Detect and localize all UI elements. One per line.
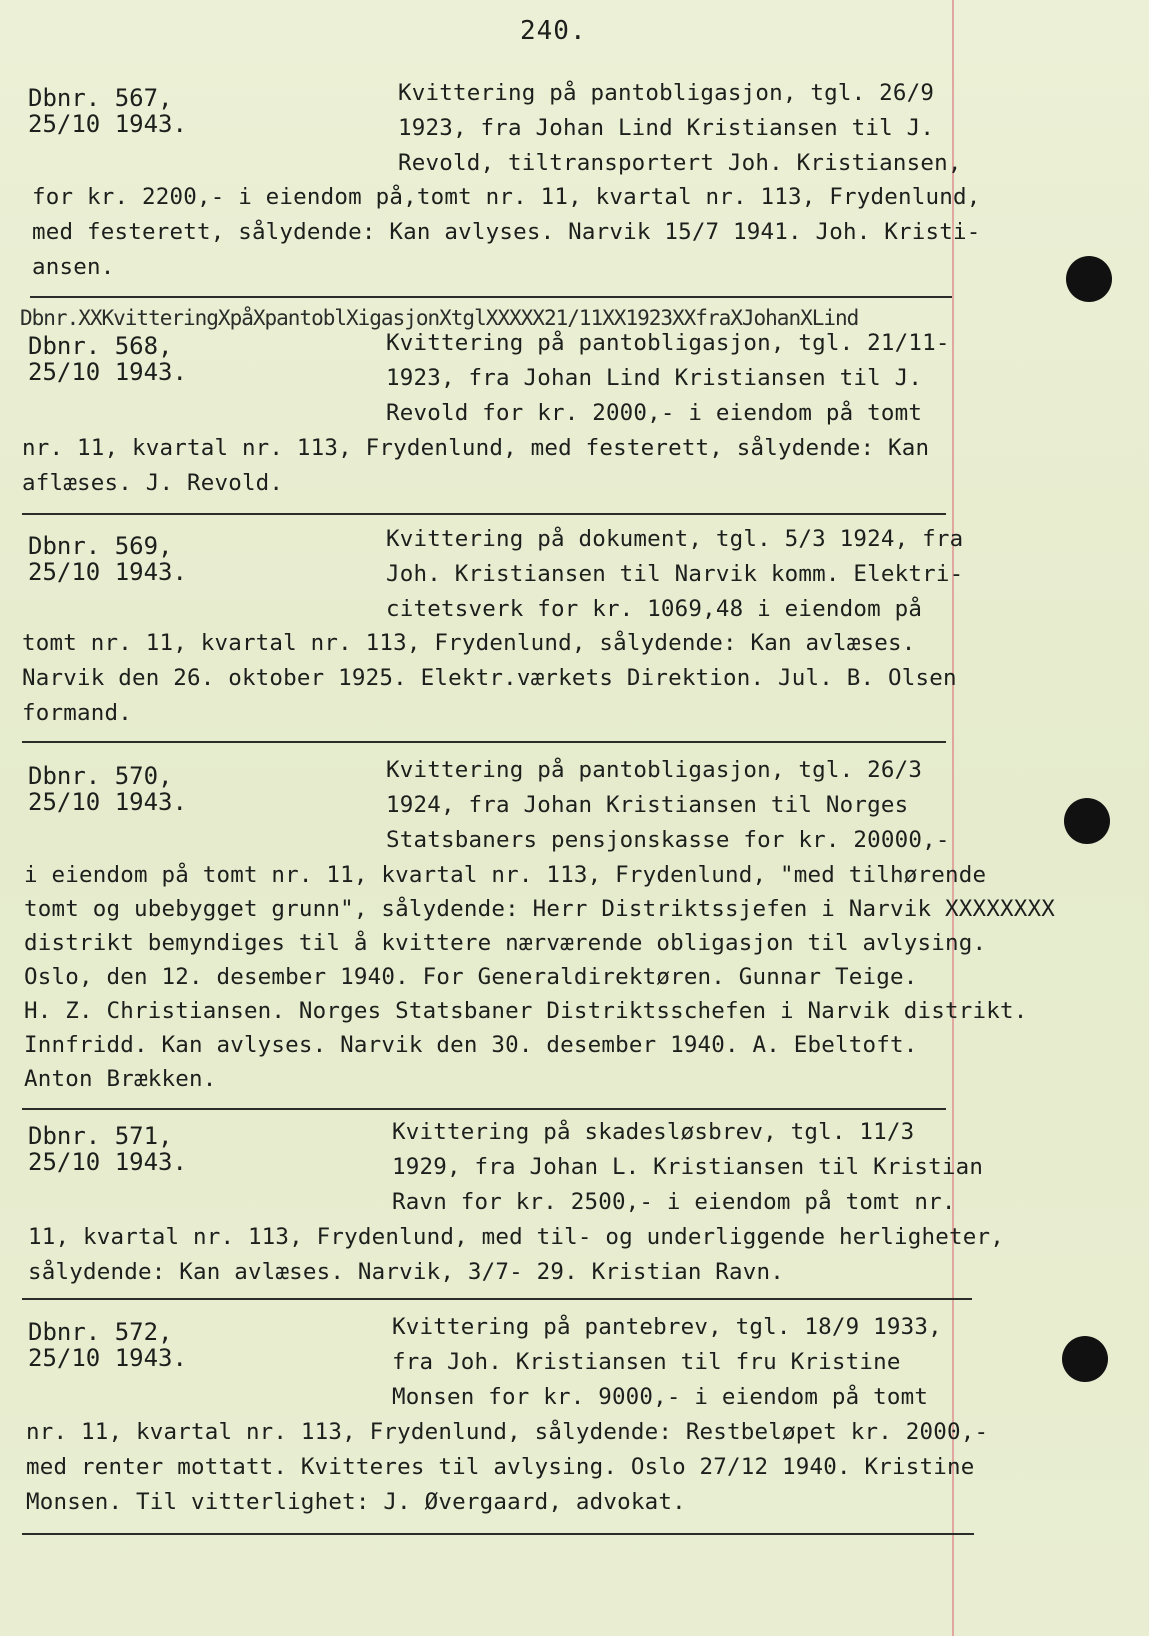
entry-line: Kvittering på pantobligasjon, tgl. 26/3: [386, 757, 923, 783]
entry-line: 11, kvartal nr. 113, Frydenlund, med til- og underliggende herligheter,: [28, 1224, 1004, 1250]
punch-hole: [1066, 256, 1112, 302]
entry-line: 1923, fra Johan Lind Kristiansen til J.: [398, 115, 935, 141]
entry-divider: [22, 513, 946, 515]
entry-date: 25/10 1943.: [28, 358, 187, 386]
entry-line: Narvik den 26. oktober 1925. Elektr.værkets Direktion. Jul. B. Olsen: [22, 665, 957, 691]
entry-line: Statsbaners pensjonskasse for kr. 20000,-: [386, 827, 950, 853]
entry-line: Joh. Kristiansen til Narvik komm. Elektri-: [386, 561, 964, 587]
entry-divider: [22, 741, 946, 743]
struck-line: Dbnr.XXKvitteringXpåXpantoblXigasjonXtglXXXXX21/11XX1923XXfraXJohanXLind: [20, 306, 859, 330]
entry-line: H. Z. Christiansen. Norges Statsbaner Distriktsschefen i Narvik distrikt.: [24, 998, 1028, 1024]
entry-line: 1923, fra Johan Lind Kristiansen til J.: [386, 365, 923, 391]
entry-divider: [22, 1108, 946, 1110]
entry-line: tomt nr. 11, kvartal nr. 113, Frydenlund, sålydende: Kan avlæses.: [22, 630, 916, 656]
entry-line: citetsverk for kr. 1069,48 i eiendom på: [386, 596, 923, 622]
entry-line: Ravn for kr. 2500,- i eiendom på tomt nr.: [392, 1189, 956, 1215]
entry-number: Dbnr. 572,: [28, 1318, 173, 1346]
margin-line: [952, 0, 954, 1636]
entry-line: tomt og ubebygget grunn", sålydende: Herr Distriktssjefen i Narvik XXXXXXXX: [24, 896, 1055, 922]
entry-date: 25/10 1943.: [28, 1148, 187, 1176]
entry-date: 25/10 1943.: [28, 558, 187, 586]
entry-line: Innfridd. Kan avlyses. Narvik den 30. desember 1940. A. Ebeltoft.: [24, 1032, 918, 1058]
entry-line: Monsen. Til vitterlighet: J. Øvergaard, advokat.: [26, 1489, 686, 1515]
entry-line: Revold for kr. 2000,- i eiendom på tomt: [386, 400, 923, 426]
entry-line: Anton Brækken.: [24, 1066, 217, 1092]
page-number: 240.: [520, 16, 587, 46]
entry-number: Dbnr. 567,: [28, 84, 173, 112]
entry-date: 25/10 1943.: [28, 788, 187, 816]
entry-line: Kvittering på skadesløsbrev, tgl. 11/3: [392, 1119, 915, 1145]
entry-line: nr. 11, kvartal nr. 113, Frydenlund, sålydende: Restbeløpet kr. 2000,-: [26, 1419, 989, 1445]
entry-divider: [30, 296, 952, 298]
entry-line: Kvittering på pantobligasjon, tgl. 21/11-: [386, 330, 950, 356]
entry-line: Kvittering på pantobligasjon, tgl. 26/9: [398, 80, 935, 106]
entry-number: Dbnr. 570,: [28, 762, 173, 790]
entry-line: i eiendom på tomt nr. 11, kvartal nr. 113, Frydenlund, "med tilhørende: [24, 862, 987, 888]
entry-line: med renter mottatt. Kvitteres til avlysing. Oslo 27/12 1940. Kristine: [26, 1454, 975, 1480]
entry-line: Oslo, den 12. desember 1940. For Generaldirektøren. Gunnar Teige.: [24, 964, 918, 990]
entry-line: formand.: [22, 700, 132, 726]
entry-line: fra Joh. Kristiansen til fru Kristine: [392, 1349, 901, 1375]
entry-line: distrikt bemyndiges til å kvittere nærværende obligasjon til avlysing.: [24, 930, 987, 956]
entry-number: Dbnr. 571,: [28, 1122, 173, 1150]
entry-line: Monsen for kr. 9000,- i eiendom på tomt: [392, 1384, 929, 1410]
entry-line: ansen.: [32, 254, 115, 280]
entry-line: aflæses. J. Revold.: [22, 470, 284, 496]
entry-line: Kvittering på pantebrev, tgl. 18/9 1933,: [392, 1314, 942, 1340]
entry-number: Dbnr. 569,: [28, 532, 173, 560]
entry-number: Dbnr. 568,: [28, 332, 173, 360]
entry-date: 25/10 1943.: [28, 1344, 187, 1372]
entry-line: med festerett, sålydende: Kan avlyses. Narvik 15/7 1941. Joh. Kristi-: [32, 219, 981, 245]
entry-line: 1929, fra Johan L. Kristiansen til Kristian: [392, 1154, 984, 1180]
entry-line: Kvittering på dokument, tgl. 5/3 1924, fra: [386, 526, 964, 552]
entry-line: for kr. 2200,- i eiendom på,tomt nr. 11, kvartal nr. 113, Frydenlund,: [32, 184, 981, 210]
entry-line: sålydende: Kan avlæses. Narvik, 3/7- 29. Kristian Ravn.: [28, 1259, 785, 1285]
entry-line: 1924, fra Johan Kristiansen til Norges: [386, 792, 909, 818]
punch-hole: [1064, 798, 1110, 844]
entry-date: 25/10 1943.: [28, 110, 187, 138]
entry-line: Revold, tiltransportert Joh. Kristiansen,: [398, 150, 962, 176]
entry-line: nr. 11, kvartal nr. 113, Frydenlund, med festerett, sålydende: Kan: [22, 435, 930, 461]
entry-divider: [22, 1533, 974, 1535]
punch-hole: [1062, 1336, 1108, 1382]
entry-divider: [22, 1298, 972, 1300]
